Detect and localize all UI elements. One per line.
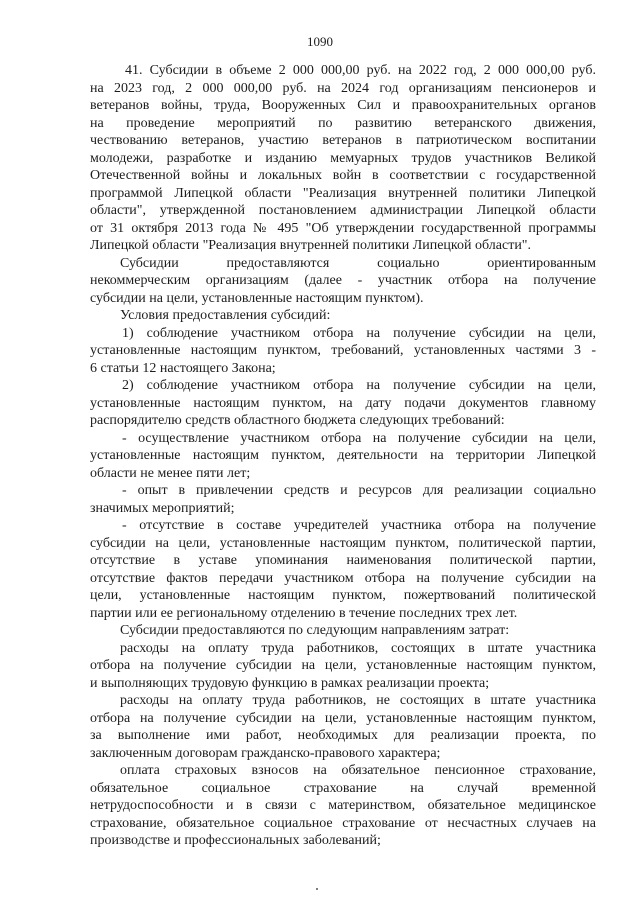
text-line: партии или ее региональному отделению в течение последних трех лет. — [90, 605, 518, 621]
text-line: распорядителю средств областного бюджета следующих требований: — [90, 413, 505, 428]
text-line: оплата страховых взносов на обязательное пенсионное страхование, — [120, 763, 596, 778]
text-line: установленные настоящим пунктом, требований, установленных частями 3 - — [90, 343, 596, 358]
text-line: некоммерческим организациям (далее - участник отбора на получение — [90, 273, 596, 288]
text-line: страхование, обязательное социальное страхование от несчастных случаев на — [90, 815, 596, 831]
text-line: обязательное социальное страхование на случай временной — [90, 780, 596, 796]
text-line: ветеранов войны, труда, Вооруженных Сил и правоохранительных органов — [90, 98, 596, 113]
text-line: области не менее пяти лет; — [90, 465, 251, 481]
text-line: отбора на получение субсидии на цели, установленные настоящим пунктом, — [90, 710, 596, 726]
text-line: отсутствие фактов передачи участником отбора на получение субсидии на — [90, 570, 596, 586]
text-line: отбора на получение субсидии на цели, установленные настоящим пунктом, — [90, 658, 596, 673]
text-line: Условия предоставления субсидий: — [120, 308, 331, 323]
document-body — [90, 62, 596, 850]
text-line: заключенным договорам гражданско-правового характера; — [90, 745, 441, 761]
text-line: отсутствие в уставе упоминания наименования политической партии, — [90, 553, 596, 568]
text-line: субсидии на цели, установленные настоящим пунктом, политической партии, — [90, 535, 596, 551]
text-line: установленные настоящим пунктом, на дату подачи документов главному — [90, 395, 596, 411]
text-line: молодежи, разработке и изданию мемуарных трудов участников Великой — [90, 150, 596, 166]
text-line: 2) соблюдение участником отбора на получение субсидии на цели, — [122, 378, 596, 393]
text-line: цели, установленные настоящим пунктом, пожертвований политической — [90, 588, 596, 603]
text-line: на 2023 год, 2 000 000,00 руб. на 2024 год организациям пенсионеров и — [90, 80, 596, 96]
text-line: области", утвержденной постановлением администрации Липецкой области — [90, 203, 596, 218]
text-line: нетрудоспособности и в связи с материнством, обязательное медицинское — [90, 798, 596, 813]
text-line: Отечественной войны и локальных войн в соответствии с государственной — [90, 168, 596, 183]
text-line: Субсидии предоставляются социально ориентированным — [120, 255, 596, 271]
text-line: - осуществление участником отбора на получение субсидии на цели, — [122, 430, 596, 446]
text-line: значимых мероприятий; — [90, 500, 235, 516]
text-line: от 31 октября 2013 года № 495 "Об утверждении государственной программы — [90, 220, 596, 236]
text-line: 1) соблюдение участником отбора на получение субсидии на цели, — [122, 325, 596, 341]
text-line: на проведение мероприятий по развитию ветеранского движения, — [90, 115, 596, 131]
scan-dot — [316, 888, 318, 890]
text-line: Липецкой области "Реализация внутренней политики Липецкой области". — [90, 238, 532, 253]
text-line: субсидии на цели, установленные настоящим пунктом). — [90, 290, 424, 306]
text-line: установленные настоящим пунктом, деятельности на территории Липецкой — [90, 448, 596, 463]
text-line: чествованию ветеранов, участию ветеранов в патриотическом воспитании — [90, 133, 596, 148]
text-line: производстве и профессиональных заболеваний; — [90, 833, 381, 848]
text-line: расходы на оплату труда работников, состоящих в штате участника — [120, 640, 596, 656]
text-line: и выполняющих трудовую функцию в рамках реализации проекта; — [90, 675, 490, 691]
text-line: 6 статьи 12 настоящего Закона; — [90, 360, 276, 376]
text-line: - отсутствие в составе учредителей участника отбора на получение — [122, 518, 596, 533]
text-line: программой Липецкой области "Реализация внутренней политики Липецкой — [90, 185, 596, 201]
text-line: 41. Субсидии в объеме 2 000 000,00 руб. на 2022 год, 2 000 000,00 руб. — [125, 63, 596, 78]
page-number: 1090 — [307, 34, 333, 49]
text-line: Субсидии предоставляются по следующим направлениям затрат: — [120, 623, 510, 638]
text-line: расходы на оплату труда работников, не состоящих в штате участника — [120, 693, 596, 708]
text-line: - опыт в привлечении средств и ресурсов для реализации социально — [122, 483, 596, 498]
text-line: за выполнение ими работ, необходимых для реализации проекта, по — [90, 728, 596, 743]
